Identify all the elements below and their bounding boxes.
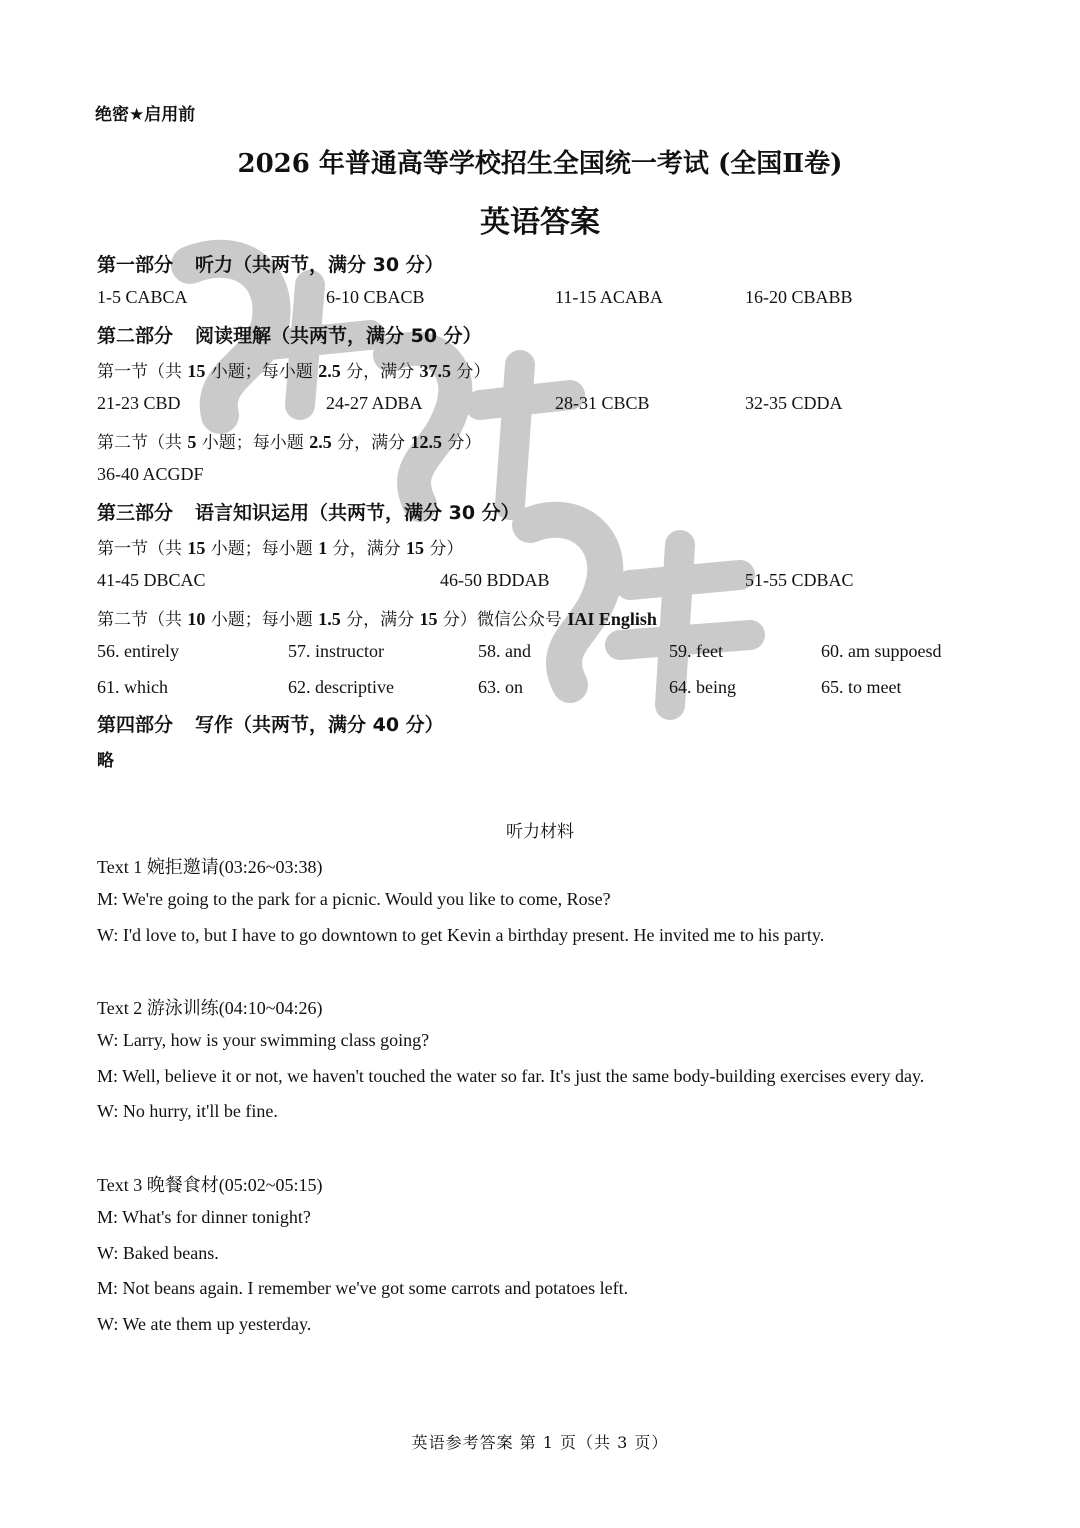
part2-section1-heading [97, 357, 490, 382]
section-text: 小题；每小题 [196, 433, 310, 453]
text1-label: Text 1 婉拒邀请(03:26~03:38) [97, 857, 323, 877]
confidential-mark: 绝密★启用前 [95, 105, 196, 125]
part3-answer-2: 46-50 BDDAB [440, 570, 550, 590]
fill-answer-58: 58. and [478, 641, 531, 661]
section-text: 分） [442, 433, 482, 453]
part4-heading [97, 710, 444, 737]
part3-section1-heading [97, 534, 463, 559]
question-count: 10 [187, 609, 206, 629]
points-total: 12.5 [410, 432, 443, 452]
fill-answer-62: 62. descriptive [288, 677, 394, 697]
text2-line: W: No hurry, it'll be fine. [97, 1101, 278, 1121]
section-text: 第一节（共 [97, 362, 188, 382]
points-total: 15 [406, 538, 425, 558]
answer-subtitle: 英语答案 [480, 205, 600, 240]
question-count: 15 [187, 361, 206, 381]
section-text: 第二节（共 [97, 433, 188, 453]
fill-answer-56: 56. entirely [97, 641, 179, 661]
part2-answer-3: 28-31 CBCB [555, 393, 650, 413]
part2-answer-2: 24-27 ADBA [326, 393, 423, 413]
fill-answer-61: 61. which [97, 677, 168, 697]
part2-answer-1: 21-23 CBD [97, 393, 181, 413]
section-text: 第一节（共 [97, 539, 188, 559]
points-each: 1 [318, 538, 328, 558]
fill-answer-59: 59. feet [669, 641, 723, 661]
text1-line: M: We're going to the park for a picnic. Would you like to come, Rose? [97, 889, 611, 909]
part4-content: 略 [97, 751, 114, 771]
section-text: 小题；每小题 [205, 610, 319, 630]
part2-heading [97, 321, 482, 348]
listening-title: 听力材料 [506, 822, 574, 842]
part3-answer-1: 41-45 DBCAC [97, 570, 206, 590]
fill-answer-60: 60. am suppoesd [821, 641, 942, 661]
points-total: 15 [419, 609, 438, 629]
fill-answer-64: 64. being [669, 677, 736, 697]
part1-answer-3: 11-15 ACABA [555, 287, 663, 307]
text3-line: W: Baked beans. [97, 1243, 219, 1263]
text1-line: W: I'd love to, but I have to go downtown to get Kevin a birthday present. He invited me to his party. [97, 925, 825, 945]
points-total: 37.5 [419, 361, 452, 381]
part1-heading [97, 250, 444, 277]
page-footer: 英语参考答案 第 1 页（共 3 页） [411, 1433, 669, 1452]
section-text: 分，满分 [340, 362, 420, 382]
part2-section2-heading [97, 428, 481, 453]
text3-line: M: Not beans again. I remember we've got some carrots and potatoes left. [97, 1278, 629, 1298]
part2-number: 第二部分 [97, 325, 174, 347]
part1-answer-1: 1-5 CABCA [97, 287, 188, 307]
part2-name: 阅读理解（共两节，满分 50 分） [195, 325, 482, 347]
part1-answer-2: 6-10 CBACB [326, 287, 425, 307]
section-text: 分） [451, 362, 491, 382]
part4-number: 第四部分 [97, 714, 174, 736]
fill-answer-57: 57. instructor [288, 641, 384, 661]
points-each: 1.5 [318, 609, 341, 629]
wechat-name: IAI English [567, 609, 657, 629]
part3-answer-3: 51-55 CDBAC [745, 570, 854, 590]
text3-label: Text 3 晚餐食材(05:02~05:15) [97, 1175, 323, 1195]
section-text: 分） [424, 539, 464, 559]
fill-answer-63: 63. on [478, 677, 523, 697]
question-count: 5 [187, 432, 197, 452]
part1-name: 听力（共两节，满分 30 分） [195, 254, 444, 276]
points-each: 2.5 [318, 361, 341, 381]
part3-number: 第三部分 [97, 502, 174, 524]
exam-title: 2026 年普通高等学校招生全国统一考试 (全国Ⅱ卷) [237, 149, 843, 179]
section-text: 第二节（共 [97, 610, 188, 630]
section-text: 分，满分 [340, 610, 420, 630]
part2-answer-4: 32-35 CDDA [745, 393, 843, 413]
text3-line: M: What's for dinner tonight? [97, 1207, 311, 1227]
part3-heading [97, 498, 520, 525]
section-text: 分） [437, 610, 477, 630]
wechat-label: 微信公众号 [476, 610, 568, 630]
fill-answer-65: 65. to meet [821, 677, 902, 697]
points-each: 2.5 [309, 432, 332, 452]
text3-line: W: We ate them up yesterday. [97, 1314, 312, 1334]
part3-name: 语言知识运用（共两节，满分 30 分） [195, 502, 520, 524]
part4-name: 写作（共两节，满分 40 分） [195, 714, 444, 736]
part1-number: 第一部分 [97, 254, 174, 276]
text2-line: W: Larry, how is your swimming class going? [97, 1030, 430, 1050]
section-text: 分，满分 [331, 433, 411, 453]
part1-answer-4: 16-20 CBABB [745, 287, 853, 307]
section-text: 小题；每小题 [205, 362, 319, 382]
text2-line: M: Well, believe it or not, we haven't touched the water so far. It's just the same body-building exercises every day. [97, 1066, 925, 1086]
section-text: 小题；每小题 [205, 539, 319, 559]
question-count: 15 [187, 538, 206, 558]
part3-section2-heading [97, 605, 657, 630]
part2-answer-5: 36-40 ACGDF [97, 464, 204, 484]
section-text: 分，满分 [327, 539, 407, 559]
text2-label: Text 2 游泳训练(04:10~04:26) [97, 998, 323, 1018]
